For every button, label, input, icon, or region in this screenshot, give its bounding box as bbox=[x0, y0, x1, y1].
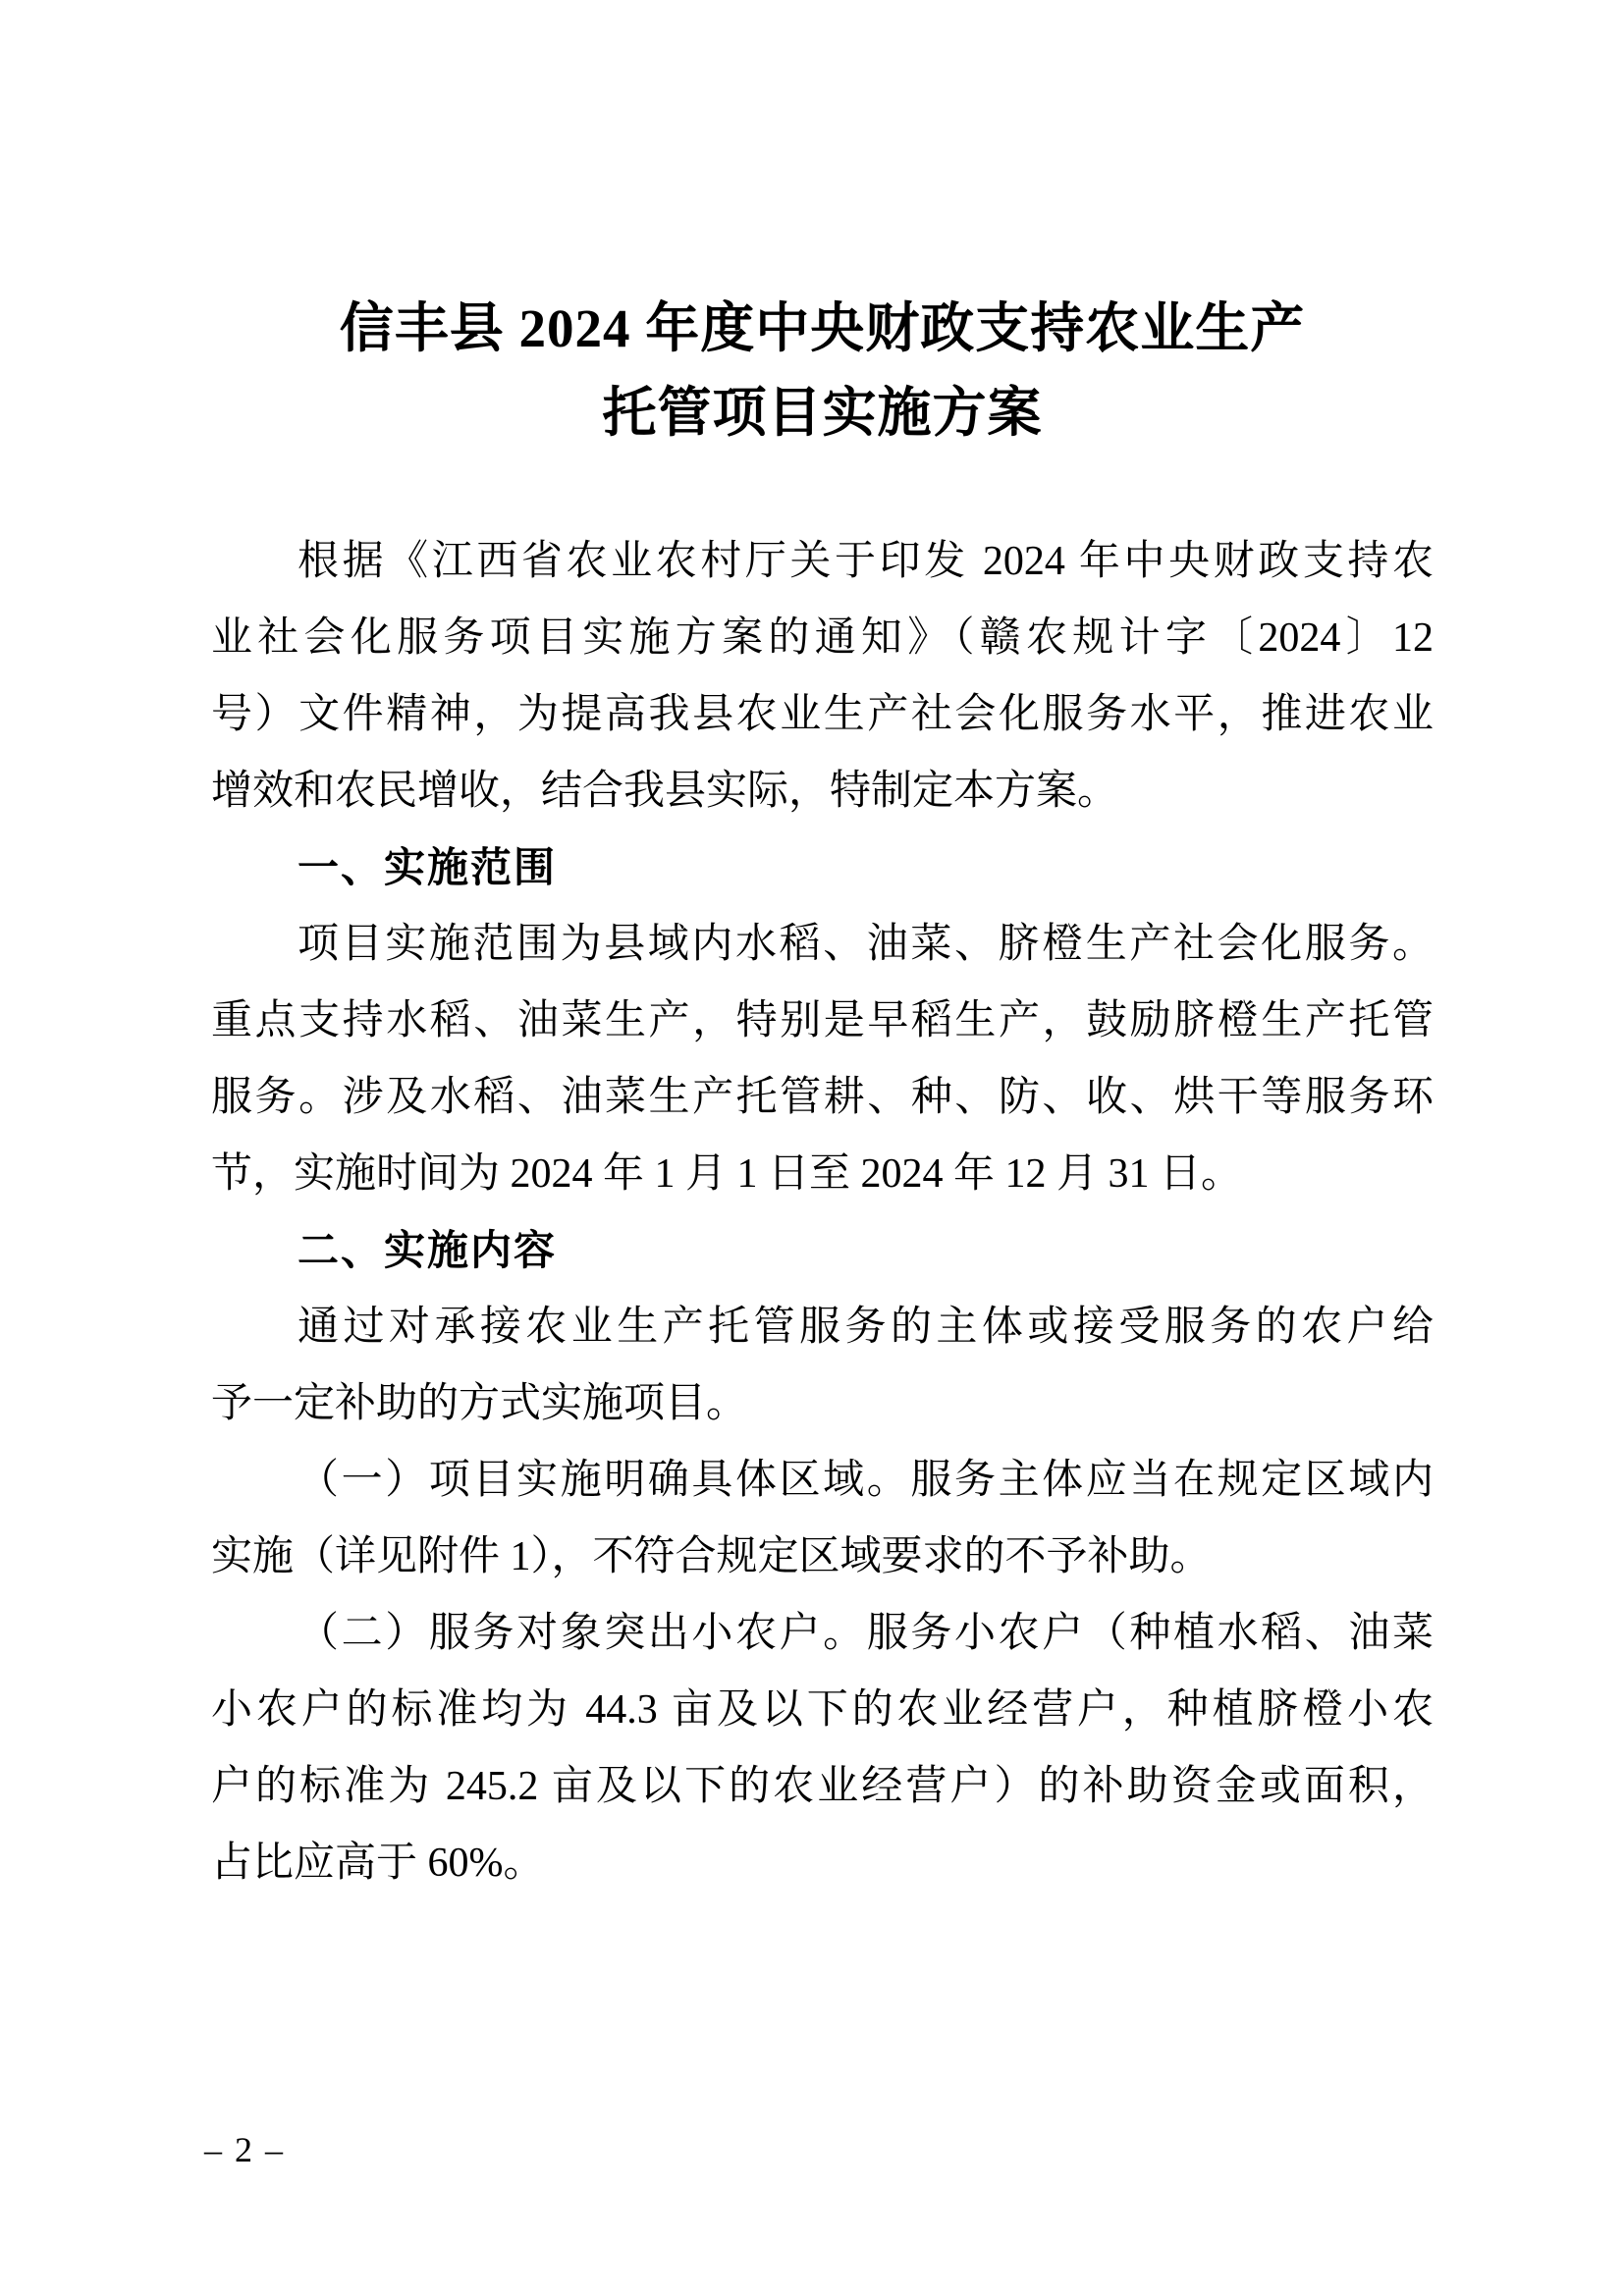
body-line: 实施（详见附件 1），不符合规定区域要求的不予补助。 bbox=[211, 1534, 1212, 1579]
body-line: 增效和农民增收，结合我县实际，特制定本方案。 bbox=[211, 769, 1119, 814]
body-line: 项目实施范围为县域内水稻、油菜、脐橙生产社会化服务。 bbox=[298, 922, 1434, 967]
body-line: 通过对承接农业生产托管服务的主体或接受服务的农户给 bbox=[298, 1305, 1434, 1350]
body-line: 户的标准为 245.2 亩及以下的农业经营户）的补助资金或面积， bbox=[211, 1764, 1434, 1809]
document-title-line-2: 托管项目实施方案 bbox=[602, 383, 1043, 443]
body-line: 小农户的标准均为 44.3 亩及以下的农业经营户，种植脐橙小农 bbox=[211, 1687, 1434, 1733]
section-heading-1: 一、实施范围 bbox=[298, 844, 558, 890]
document-title bbox=[211, 287, 1434, 455]
body-line: 根据《江西省农业农村厅关于印发 2024 年中央财政支持农 bbox=[298, 539, 1434, 584]
body-line bbox=[211, 1595, 1434, 1672]
body-line-text: 服务小农户（种植水稻、油菜 bbox=[866, 1611, 1434, 1656]
body-line: 服务。涉及水稻、油菜生产托管耕、种、防、收、烘干等服务环 bbox=[211, 1075, 1434, 1120]
body-line: 予一定补助的方式实施项目。 bbox=[211, 1381, 748, 1426]
body-line: 占比应高于 60%。 bbox=[211, 1841, 545, 1886]
document-body bbox=[211, 523, 1434, 1901]
section-heading-2: 二、实施内容 bbox=[298, 1227, 558, 1273]
body-line bbox=[211, 1442, 1434, 1519]
body-line: 业社会化服务项目实施方案的通知》（赣农规计字〔2024〕12 bbox=[211, 615, 1434, 661]
body-line-text: 服务主体应当在规定区域内 bbox=[910, 1458, 1434, 1503]
item-lead-2: （二）服务对象突出小农户。 bbox=[298, 1611, 867, 1656]
page-number: – 2 – bbox=[204, 2130, 285, 2169]
document-title-line-1: 信丰县 2024 年度中央财政支持农业生产 bbox=[339, 298, 1306, 358]
item-lead-1: （一）项目实施明确具体区域。 bbox=[298, 1458, 911, 1503]
body-line: 号）文件精神，为提高我县农业生产社会化服务水平，推进农业 bbox=[211, 692, 1434, 737]
body-line: 节，实施时间为 2024 年 1 月 1 日至 2024 年 12 月 31 日。 bbox=[211, 1151, 1243, 1197]
body-line: 重点支持水稻、油菜生产，特别是早稻生产，鼓励脐橙生产托管 bbox=[211, 998, 1434, 1043]
